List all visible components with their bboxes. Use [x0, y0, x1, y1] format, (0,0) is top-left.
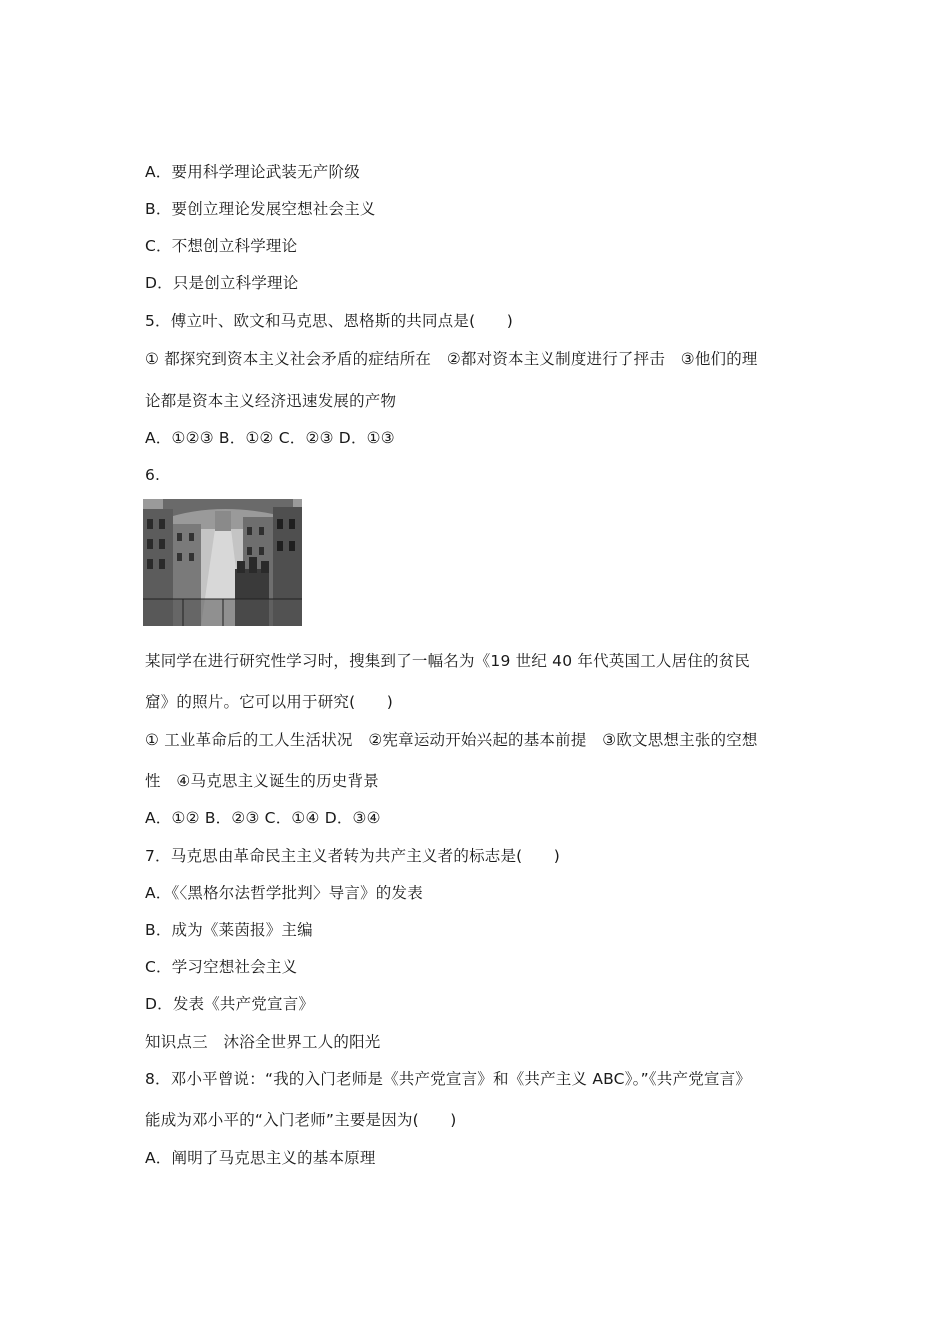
q4-option-b: B．要创立理论发展空想社会主义 [145, 200, 376, 218]
q6-statements-line1: ① 工业革命后的工人生活状况 ②宪章运动开始兴起的基本前提 ③欧文思想主张的空想 [145, 731, 758, 749]
q8-stem-line1: 8．邓小平曾说：“我的入门老师是《共产党宣言》和《共产主义 ABC》。”《共产党宣言》 [145, 1070, 751, 1088]
q8-stem-line2: 能成为邓小平的“入门老师”主要是因为( ) [145, 1111, 457, 1129]
q5-statements-line2: 论都是资本主义经济迅速发展的产物 [145, 392, 397, 410]
q5-options: A．①②③ B．①② C．②③ D．①③ [145, 429, 395, 447]
q5-stem: 5．傅立叶、欧文和马克思、恩格斯的共同点是( ) [145, 312, 513, 330]
q7-stem: 7．马克思由革命民主主义者转为共产主义者的标志是( ) [145, 847, 561, 865]
q4-option-d: D．只是创立科学理论 [145, 274, 299, 292]
q4-option-c: C．不想创立科学理论 [145, 237, 298, 255]
q6-number: 6. [145, 466, 161, 484]
q5-statements-line1: ① 都探究到资本主义社会矛盾的症结所在 ②都对资本主义制度进行了抨击 ③他们的理 [145, 350, 758, 368]
q8-option-a: A．阐明了马克思主义的基本原理 [145, 1149, 376, 1167]
slum-illustration [143, 499, 302, 626]
q6-stem-line1: 某同学在进行研究性学习时，搜集到了一幅名为《19 世纪 40 年代英国工人居住的贫民 [145, 652, 751, 670]
q7-option-b: B．成为《莱茵报》主编 [145, 921, 313, 939]
q7-option-a: A．《〈黑格尔法哲学批判〉导言》的发表 [145, 884, 423, 902]
q7-option-d: D．发表《共产党宣言》 [145, 995, 315, 1013]
q6-options: A．①② B．②③ C．①④ D．③④ [145, 809, 381, 827]
q6-statements-line2: 性 ④马克思主义诞生的历史背景 [145, 772, 379, 790]
q7-option-c: C．学习空想社会主义 [145, 958, 298, 976]
section-heading: 知识点三 沐浴全世界工人的阳光 [145, 1033, 381, 1051]
q4-option-a: A．要用科学理论武装无产阶级 [145, 163, 360, 181]
q6-stem-line2: 窟》的照片。它可以用于研究( ) [145, 693, 393, 711]
